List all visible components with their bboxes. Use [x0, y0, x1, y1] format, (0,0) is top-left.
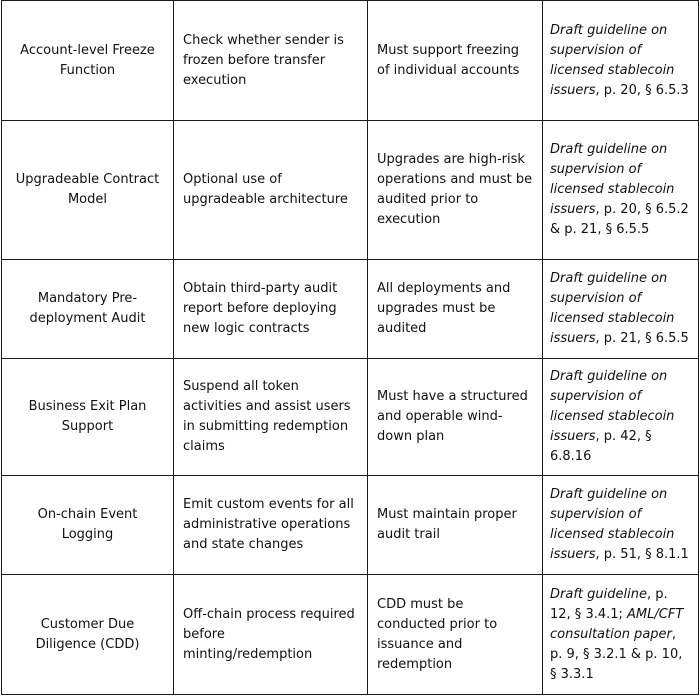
reference-italic: Draft guideline on supervision of licensed stablecoin issuers: [550, 487, 675, 562]
implementation-cell: Emit custom events for all administrative operations and state changes: [174, 476, 368, 575]
reference-plain: , p. 9, § 3.2.1 & p. 10, § 3.3.1: [550, 626, 683, 682]
feature-cell: Account-level Freeze Function: [2, 1, 174, 121]
reference-cell: [543, 1, 699, 121]
implementation-cell: Obtain third-party audit report before deploying new logic contracts: [174, 260, 368, 359]
reference-italic: Draft guideline on supervision of licensed stablecoin issuers: [550, 369, 675, 444]
requirements-table: [1, 0, 699, 695]
table-row: [2, 575, 699, 695]
requirement-cell: Must support freezing of individual accounts: [368, 1, 543, 121]
reference-cell: [543, 575, 699, 695]
implementation-cell: Suspend all token activities and assist users in submitting redemption claims: [174, 359, 368, 476]
feature-cell: Mandatory Pre-deployment Audit: [2, 260, 174, 359]
reference-cell: [543, 476, 699, 575]
reference-cell: [543, 260, 699, 359]
implementation-cell: Off-chain process required before minting/redemption: [174, 575, 368, 695]
requirement-cell: Must have a structured and operable wind-down plan: [368, 359, 543, 476]
table-row: [2, 121, 699, 260]
reference-plain: , p. 12, § 3.4.1;: [550, 586, 668, 622]
reference-cell: [543, 359, 699, 476]
reference-italic: Draft guideline on supervision of licensed stablecoin issuers: [550, 142, 675, 217]
requirement-cell: Upgrades are high-risk operations and must be audited prior to execution: [368, 121, 543, 260]
reference-plain: , p. 42, § 6.8.16: [550, 429, 652, 464]
reference-italic: Draft guideline on supervision of licensed stablecoin issuers: [550, 22, 675, 98]
implementation-cell: Check whether sender is frozen before transfer execution: [174, 1, 368, 121]
table-row: [2, 260, 699, 359]
feature-cell: Upgradeable Contract Model: [2, 121, 174, 260]
feature-cell: Business Exit Plan Support: [2, 359, 174, 476]
reference-plain: , p. 20, § 6.5.3: [595, 82, 689, 98]
requirement-cell: All deployments and upgrades must be audited: [368, 260, 543, 359]
table-row: [2, 359, 699, 476]
requirement-cell: CDD must be conducted prior to issuance and redemption: [368, 575, 543, 695]
reference-cell: [543, 121, 699, 260]
feature-cell: On-chain Event Logging: [2, 476, 174, 575]
reference-plain: , p. 51, § 8.1.1: [595, 547, 689, 562]
table-row: [2, 1, 699, 121]
feature-cell: Customer Due Diligence (CDD): [2, 575, 174, 695]
requirement-cell: Must maintain proper audit trail: [368, 476, 543, 575]
reference-plain: , p. 20, § 6.5.2 & p. 21, § 6.5.5: [550, 202, 689, 237]
reference-italic: AML/CFT consultation paper: [550, 606, 684, 642]
reference-plain: , p. 21, § 6.5.5: [595, 331, 689, 346]
reference-italic: Draft guideline on supervision of licensed stablecoin issuers: [550, 271, 675, 346]
reference-italic: Draft guideline: [550, 586, 647, 602]
table-row: [2, 476, 699, 575]
implementation-cell: Optional use of upgradeable architecture: [174, 121, 368, 260]
